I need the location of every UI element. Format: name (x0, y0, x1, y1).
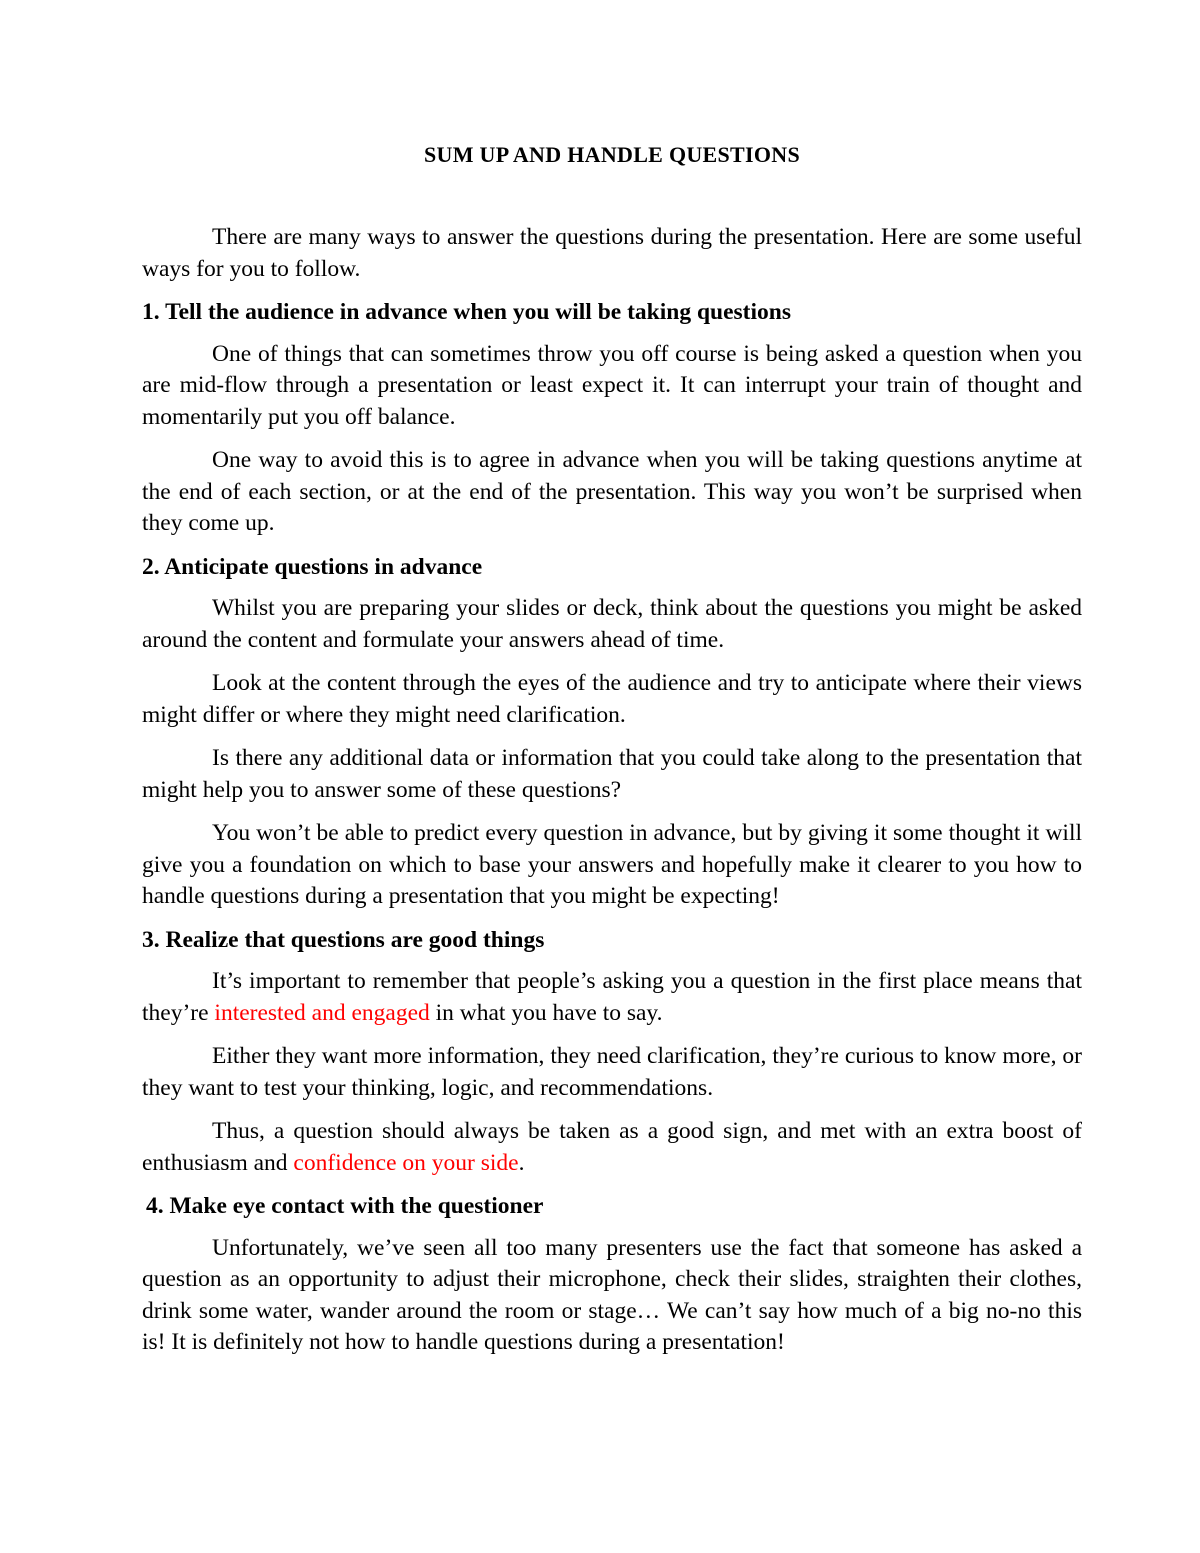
section-3-paragraph-1 (142, 966, 1082, 1029)
section-1-paragraph-2: One way to avoid this is to agree in advance when you will be taking questions anytime at the end of each section, or at the end of the presentation. This way you won’t be surprised when they come up. (142, 447, 1082, 536)
section-2-paragraph-1: Whilst you are preparing your slides or deck, think about the questions you might be asked around the content and formulate your answers ahead of time. (142, 595, 1082, 653)
section-1-paragraph-1: One of things that can sometimes throw you off course is being asked a question when you are mid-flow through a presentation or least expect it. It can interrupt your train of thought and momentarily put you off balance. (142, 340, 1082, 430)
section-4-heading: 4. Make eye contact with the questioner (146, 1193, 544, 1219)
section-1-heading: 1. Tell the audience in advance when you will be taking questions (142, 299, 791, 325)
document-page (142, 140, 1082, 1371)
document-title: SUM UP AND HANDLE QUESTIONS (423, 142, 801, 167)
highlighted-phrase-interested: interested and engaged (214, 999, 430, 1026)
section-3-paragraph-1-text-after: in what you have to say. (429, 999, 663, 1026)
section-3-paragraph-3 (142, 1116, 1082, 1179)
section-2-paragraph-2: Look at the content through the eyes of the audience and try to anticipate where their views might differ or where they might need clarification. (142, 670, 1082, 728)
highlighted-phrase-confidence: confidence on your side (293, 1149, 519, 1176)
section-4-paragraph-1: Unfortunately, we’ve seen all too many presenters use the fact that someone has asked a question as an opportunity to adjust their microphone, check their slides, straighten their clothes, drink some water, wander around the room or stage… We can’t say how much of a big no-no this is! It is definitely not how to handle questions during a presentation! (142, 1234, 1082, 1355)
section-3-heading: 3. Realize that questions are good things (142, 926, 545, 953)
intro-paragraph: There are many ways to answer the questions during the presentation. Here are some useful ways for you to follow. (142, 224, 1082, 282)
section-3-paragraph-3-text-before: Thus, a question should always be taken as a good sign, and met with an extra boost of enthusiasm and (142, 1118, 1082, 1176)
section-3-paragraph-3-text-after: . (518, 1149, 525, 1176)
section-3-paragraph-1-text-before: It’s important to remember that people’s asking you a question in the first place means that they’re (142, 968, 1082, 1026)
section-2-paragraph-3: Is there any additional data or information that you could take along to the presentation that might help you to answer some of these questions? (142, 745, 1082, 803)
section-2-paragraph-4: You won’t be able to predict every question in advance, but by giving it some thought it will give you a foundation on which to base your answers and hopefully make it clearer to you how to handle questions during a presentation that you might be expecting! (142, 820, 1082, 909)
section-2-heading: 2. Anticipate questions in advance (142, 553, 483, 580)
section-3-paragraph-2: Either they want more information, they need clarification, they’re curious to know more, or they want to test your thinking, logic, and recommendations. (142, 1043, 1082, 1101)
